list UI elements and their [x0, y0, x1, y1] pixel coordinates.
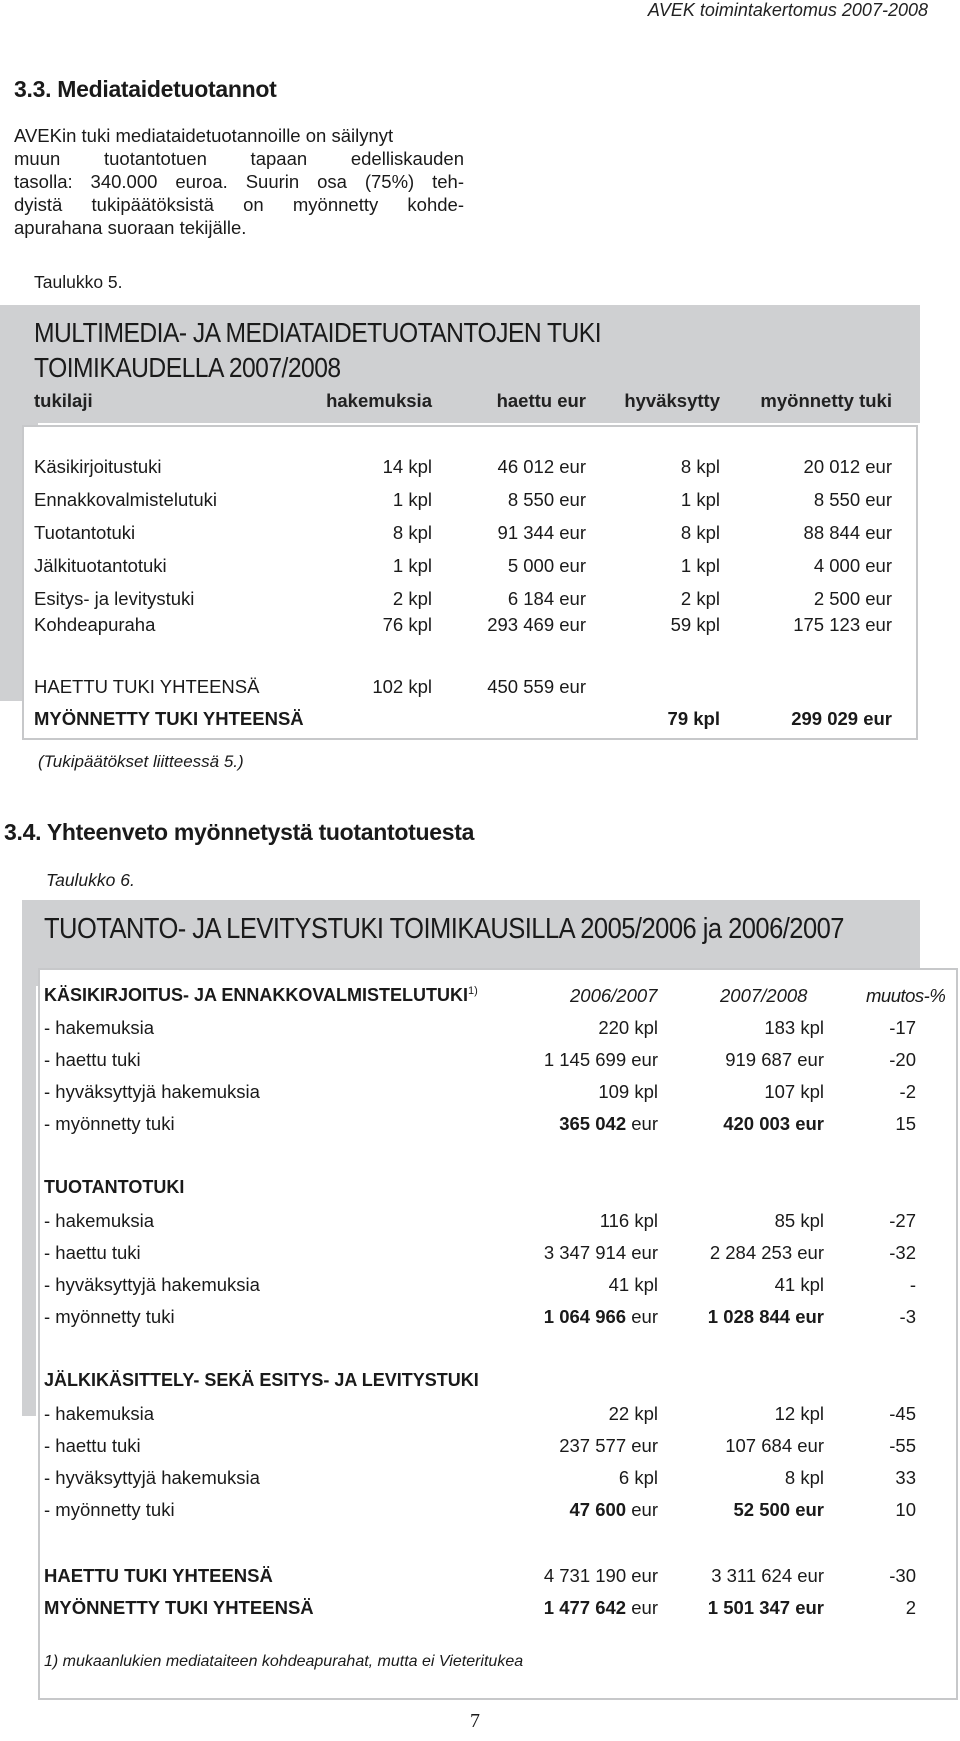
table5-title-line1: MULTIMEDIA- JA MEDIATAIDETUOTANTOJEN TUKI: [34, 317, 602, 348]
cell-label: - myönnetty tuki: [44, 1306, 175, 1327]
cell-hyvaksytty: 8 kpl: [680, 456, 720, 477]
table6-row: [0, 1081, 960, 1107]
value: 22 kpl: [608, 1403, 658, 1424]
cell-myonnetty: 88 844 eur: [803, 522, 892, 543]
cell-tukilaji: Tuotantotuki: [34, 522, 136, 543]
value: 6 kpl: [618, 1467, 658, 1488]
running-header: AVEK toimintakertomus 2007-2008: [647, 0, 928, 20]
value: 41 kpl: [608, 1274, 658, 1295]
value: 3 347 914 eur: [543, 1242, 658, 1263]
cell-haettu: 5 000 eur: [507, 555, 586, 576]
value: 365 042: [559, 1113, 627, 1134]
cell-haettu: 293 469 eur: [487, 614, 586, 635]
table6-row: [0, 1403, 960, 1429]
table5-row: [0, 456, 920, 482]
cell-2007: 8 kpl: [784, 1467, 824, 1488]
cell-hakemuksia: 2 kpl: [392, 588, 432, 609]
col-hakemuksia: hakemuksia: [326, 390, 432, 411]
col-hyvaksytty: hyväksytty: [624, 390, 720, 411]
unit: eur: [626, 1113, 658, 1134]
section-heading-3-4: 3.4. Yhteenveto myönnetystä tuotantotuesta: [4, 819, 475, 845]
table6-section2-title: TUOTANTOTUKI: [44, 1177, 185, 1197]
table6-footnote: 1) mukaanlukien mediataiteen kohdeapurahat, mutta ei Vieteritukea: [44, 1653, 524, 1670]
cell-myonnetty: 2 500 eur: [813, 588, 892, 609]
col-2006: 2006/2007: [570, 985, 658, 1006]
total-count: 102 kpl: [372, 676, 432, 697]
table6-caption: Taulukko 6.: [46, 870, 135, 890]
cell-haettu: 6 184 eur: [507, 588, 586, 609]
cell-label: - hyväksyttyjä hakemuksia: [44, 1274, 260, 1295]
table6-row: [0, 1210, 960, 1236]
cell-2007: 41 kpl: [774, 1274, 824, 1295]
total-amount: 450 559 eur: [487, 676, 586, 697]
table6-row: [0, 1467, 960, 1493]
value: 4 731 190 eur: [543, 1565, 658, 1586]
total-label: HAETTU TUKI YHTEENSÄ: [44, 1565, 273, 1586]
table6-row: [0, 1435, 960, 1461]
cell-2007: 420 003 eur: [723, 1113, 824, 1134]
col-change: muutos-%: [866, 985, 946, 1006]
total-label: MYÖNNETTY TUKI YHTEENSÄ: [34, 708, 304, 729]
table6-row: [0, 1017, 960, 1043]
cell-2007: 107 kpl: [764, 1081, 824, 1102]
cell-myonnetty: 8 550 eur: [813, 489, 892, 510]
cell-haettu: 91 344 eur: [497, 522, 586, 543]
table6-section3-title: JÄLKIKÄSITTELY- SEKÄ ESITYS- JA LEVITYSTUKI: [44, 1370, 479, 1390]
table5-total-granted: [0, 708, 920, 734]
cell-change: -30: [889, 1565, 916, 1586]
value: 1 145 699 eur: [543, 1049, 658, 1070]
cell-change: -45: [889, 1403, 916, 1424]
cell-tukilaji: Esitys- ja levitystuki: [34, 588, 195, 609]
cell-label: - hyväksyttyjä hakemuksia: [44, 1467, 260, 1488]
cell-change: -2: [899, 1081, 916, 1102]
cell-hakemuksia: 1 kpl: [392, 489, 432, 510]
cell-myonnetty: 20 012 eur: [803, 456, 892, 477]
intro-line: AVEKin tuki mediataidetuotannoille on säilynyt: [14, 125, 394, 146]
table6-section1-header: [0, 985, 960, 1011]
cell-2006: [430, 1435, 658, 1457]
value: 220 kpl: [598, 1017, 658, 1038]
cell-hyvaksytty: 2 kpl: [680, 588, 720, 609]
cell-hyvaksytty: 1 kpl: [680, 489, 720, 510]
intro-line: muun tuotantotuen tapaan edelliskauden: [14, 148, 464, 169]
total-label: HAETTU TUKI YHTEENSÄ: [34, 676, 260, 697]
value: 1 064 966: [543, 1306, 627, 1327]
cell-change: -: [909, 1274, 916, 1295]
intro-paragraph: [14, 124, 464, 239]
cell-label: - myönnetty tuki: [44, 1113, 175, 1134]
intro-line: apurahana suoraan tekijälle.: [14, 217, 247, 238]
section-title-text: KÄSIKIRJOITUS- JA ENNAKKOVALMISTELUTUKI: [44, 985, 469, 1005]
cell-change: -27: [889, 1210, 916, 1231]
cell-2007: 3 311 624 eur: [711, 1565, 824, 1586]
cell-hakemuksia: 1 kpl: [392, 555, 432, 576]
table5-row: [0, 489, 920, 515]
intro-line: tasolla: 340.000 euroa. Suurin osa (75%) teh-: [14, 171, 464, 192]
value: 116 kpl: [599, 1210, 658, 1231]
value: 237 577 eur: [559, 1435, 658, 1456]
section-title: [44, 985, 478, 1006]
cell-myonnetty: 175 123 eur: [793, 614, 892, 635]
cell-label: - hyväksyttyjä hakemuksia: [44, 1081, 260, 1102]
cell-tukilaji: Kohdeapuraha: [34, 614, 156, 635]
page-number: 7: [470, 1710, 480, 1732]
cell-label: - haettu tuki: [44, 1242, 141, 1263]
footnote-marker: 1): [468, 985, 478, 997]
cell-2007: 183 kpl: [764, 1017, 824, 1038]
cell-2007: 52 500 eur: [733, 1499, 824, 1520]
cell-hyvaksytty: 1 kpl: [680, 555, 720, 576]
cell-2006: [430, 1242, 658, 1264]
value: 1 477 642: [543, 1597, 627, 1618]
table6-row: [0, 1113, 960, 1139]
cell-2006: [430, 1597, 658, 1619]
cell-2007: 1 501 347 eur: [707, 1597, 824, 1618]
table5-row: [0, 588, 920, 614]
cell-2006: [430, 1049, 658, 1071]
cell-change: -17: [889, 1017, 916, 1038]
col-myonnetty: myönnetty tuki: [760, 390, 892, 411]
table5-title-line2: TOIMIKAUDELLA 2007/2008: [34, 352, 341, 383]
cell-2007: 12 kpl: [774, 1403, 824, 1424]
cell-2006: [430, 1499, 658, 1521]
value: 47 600: [569, 1499, 627, 1520]
cell-2006: [430, 1017, 658, 1039]
cell-2007: 107 684 eur: [725, 1435, 824, 1456]
table6-title: TUOTANTO- JA LEVITYSTUKI TOIMIKAUSILLA 2005/2006 ja 2006/2007: [44, 913, 844, 945]
table5-row: [0, 614, 920, 640]
unit: eur: [626, 1597, 658, 1618]
table5-row: [0, 555, 920, 581]
cell-2006: [430, 1467, 658, 1489]
cell-haettu: 46 012 eur: [497, 456, 586, 477]
table5-note: (Tukipäätökset liitteessä 5.): [38, 752, 244, 771]
col-tukilaji: tukilaji: [34, 390, 93, 411]
cell-change: 2: [905, 1597, 916, 1618]
cell-2007: 1 028 844 eur: [707, 1306, 824, 1327]
cell-2006: [430, 1113, 658, 1135]
cell-hyvaksytty: 59 kpl: [670, 614, 720, 635]
cell-tukilaji: Käsikirjoitustuki: [34, 456, 162, 477]
cell-change: 10: [895, 1499, 916, 1520]
cell-2006: [430, 1210, 658, 1232]
unit: eur: [626, 1499, 658, 1520]
table6-row: [0, 1306, 960, 1332]
cell-label: - hakemuksia: [44, 1017, 155, 1038]
table6-total-row: [0, 1565, 960, 1591]
cell-label: - haettu tuki: [44, 1435, 141, 1456]
total-count: 79 kpl: [667, 708, 720, 729]
cell-hakemuksia: 14 kpl: [382, 456, 432, 477]
cell-2007: 2 284 253 eur: [709, 1242, 824, 1263]
cell-hakemuksia: 76 kpl: [382, 614, 432, 635]
cell-tukilaji: Ennakkovalmistelutuki: [34, 489, 218, 510]
unit: eur: [626, 1306, 658, 1327]
cell-haettu: 8 550 eur: [507, 489, 586, 510]
cell-change: -3: [899, 1306, 916, 1327]
table5-total-applied: [0, 676, 920, 702]
cell-change: 15: [895, 1113, 916, 1134]
cell-change: 33: [895, 1467, 916, 1488]
cell-label: - hakemuksia: [44, 1210, 155, 1231]
table5-row: [0, 522, 920, 548]
total-amount: 299 029 eur: [791, 708, 892, 729]
cell-2006: [430, 1306, 658, 1328]
cell-change: -55: [889, 1435, 916, 1456]
table5-caption: Taulukko 5.: [34, 272, 123, 292]
cell-tukilaji: Jälkituotantotuki: [34, 555, 167, 576]
cell-hyvaksytty: 8 kpl: [680, 522, 720, 543]
cell-change: -32: [889, 1242, 916, 1263]
table6-total-row: [0, 1597, 960, 1623]
cell-2006: [430, 1565, 658, 1587]
total-label: MYÖNNETTY TUKI YHTEENSÄ: [44, 1597, 314, 1618]
cell-2006: [430, 1274, 658, 1296]
cell-2006: [430, 1081, 658, 1103]
table6-row: [0, 1274, 960, 1300]
cell-myonnetty: 4 000 eur: [813, 555, 892, 576]
cell-label: - myönnetty tuki: [44, 1499, 175, 1520]
col-haettu: haettu eur: [496, 390, 586, 411]
cell-change: -20: [889, 1049, 916, 1070]
table6-row: [0, 1242, 960, 1268]
col-2007: 2007/2008: [720, 985, 808, 1006]
table6-row: [0, 1499, 960, 1525]
section-heading-3-3: 3.3. Mediataidetuotannot: [14, 76, 277, 102]
table6-row: [0, 1049, 960, 1075]
intro-line: dyistä tukipäätöksistä on myönnetty kohde-: [14, 194, 464, 215]
cell-2007: 85 kpl: [774, 1210, 824, 1231]
value: 109 kpl: [598, 1081, 658, 1102]
cell-2007: 919 687 eur: [725, 1049, 824, 1070]
cell-2006: [430, 1403, 658, 1425]
cell-label: - haettu tuki: [44, 1049, 141, 1070]
cell-label: - hakemuksia: [44, 1403, 155, 1424]
cell-hakemuksia: 8 kpl: [392, 522, 432, 543]
